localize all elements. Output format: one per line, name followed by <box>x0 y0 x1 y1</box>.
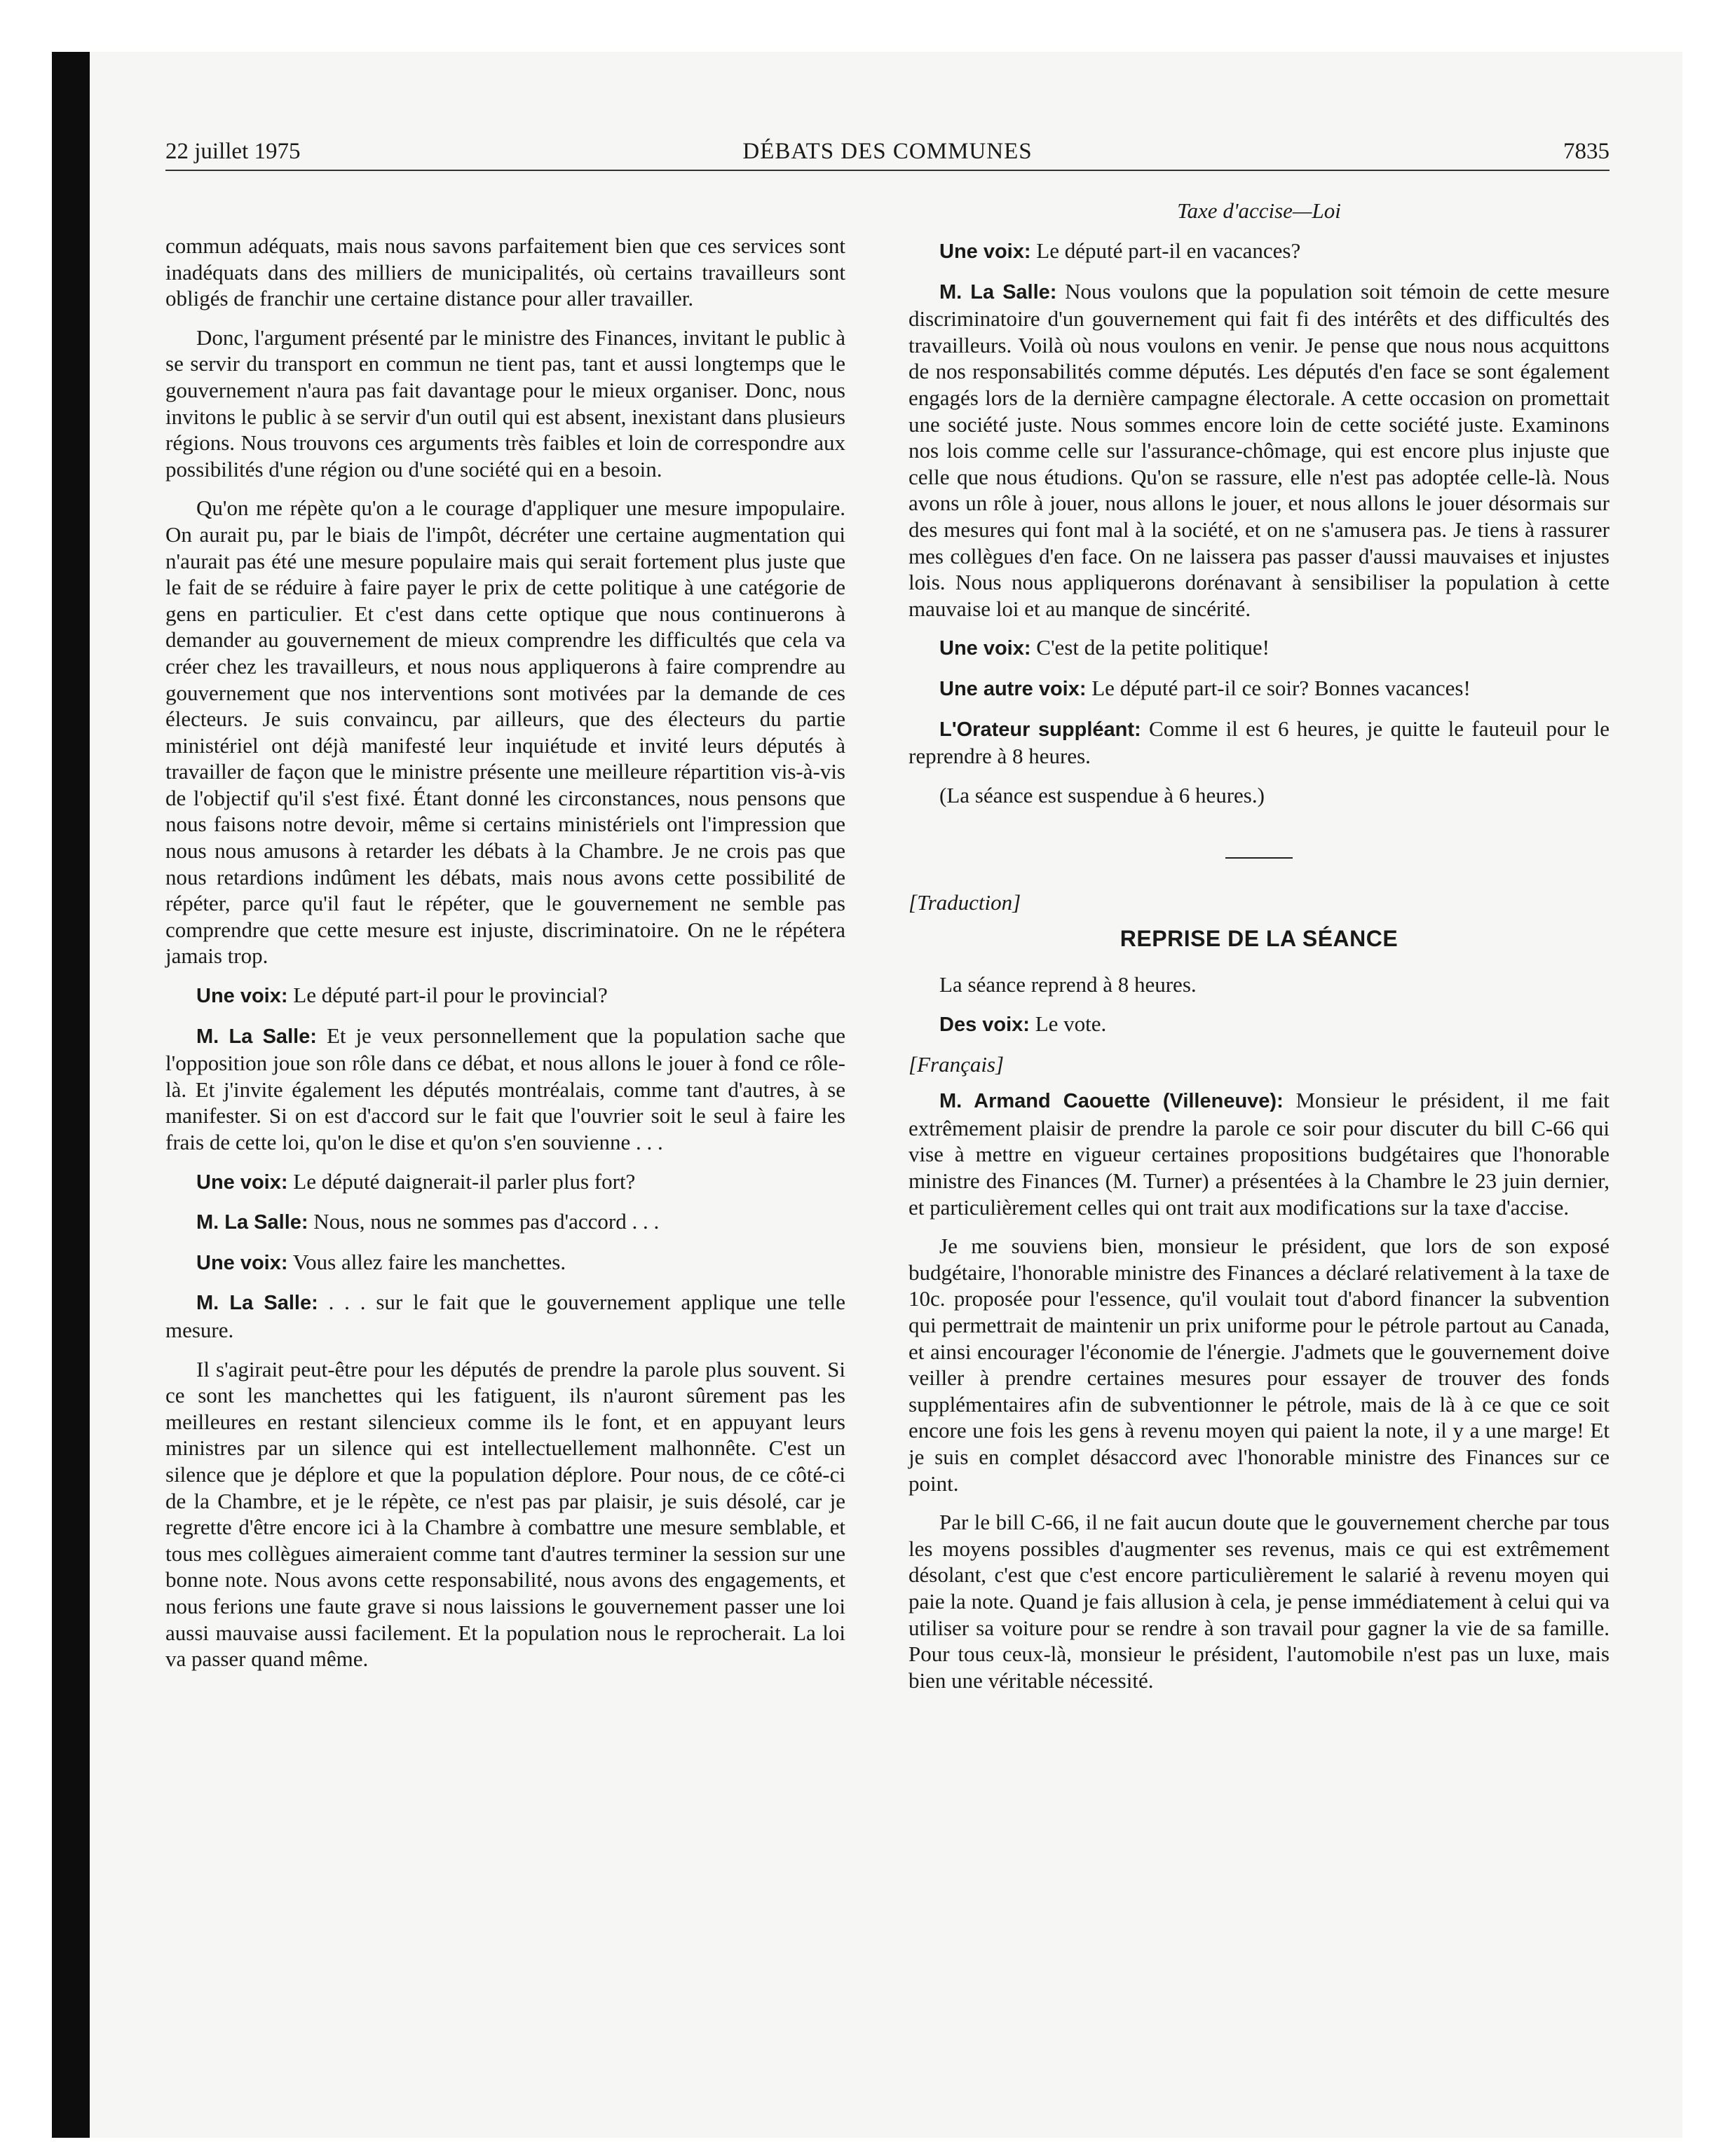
speaker-name: Une voix: <box>939 637 1031 660</box>
right-paragraphs-caouette <box>909 1087 1610 1693</box>
speaker-name: Une voix: <box>939 240 1031 263</box>
text-paragraph <box>909 971 1610 998</box>
hansard-page <box>165 137 1610 2072</box>
header-date: 22 juillet 1975 <box>165 139 301 164</box>
speech-paragraph <box>909 278 1610 622</box>
right-paragraphs-before-break <box>909 238 1610 808</box>
speech-paragraph <box>909 238 1610 266</box>
paragraph-text: C'est de la petite politique! <box>1036 635 1270 660</box>
paragraph-text: Le député part-il pour le provincial? <box>293 983 608 1008</box>
text-paragraph <box>909 782 1610 809</box>
text-paragraph <box>909 1233 1610 1496</box>
paragraph-text: Le vote. <box>1035 1011 1107 1037</box>
paragraph-text: Le député daignerait-il parler plus fort? <box>293 1168 636 1194</box>
text-paragraph <box>909 1509 1610 1693</box>
paragraph-text: Nous voulons que la population soit témoin de cette mesure discriminatoire d'un gouvernement qui fait fi des intérêts et des difficultés des travailleurs. Voilà où nous voulons en venir. Je pense que nous nous acquittons de nos responsabilités comme députés. Les députés d'en face se sont également engagés lors de la dernière campagne électorale. A cette occasion on promettait une société juste. Nous sommes encore loin de cette société juste. Examinons nos lois comme celle sur l'assurance-chômage, qui est encore plus injuste que celle que nous étudions. Qu'on se rassure, elle n'est pas adoptée celle-là. Nous avons un rôle à jouer, nous allons le jouer, et nous allons le jouer désormais sur des mesures qui font mal à la société, et on ne s'amusera pas. Je tiens à rassurer mes collègues d'en face. On ne laissera pas passer d'aussi mauvaises et injustes lois. Nous nous appliquerons dorénavant à sensibiliser la population à cette mauvaise loi et au manque de sincérité. <box>909 278 1610 621</box>
speech-paragraph <box>909 1087 1610 1220</box>
section-title: Taxe d'accise—Loi <box>1177 198 1341 223</box>
speaker-name: Une voix: <box>196 1171 288 1194</box>
paragraph-text: La séance reprend à 8 heures. <box>939 972 1197 997</box>
paragraph-text: Comme il est 6 heures, je quitte le fauteuil pour le reprendre à 8 heures. <box>909 716 1610 769</box>
speaker-name: Une voix: <box>196 985 288 1008</box>
text-paragraph <box>165 1356 845 1672</box>
speaker-name: M. Armand Caouette (Villeneuve): <box>939 1090 1284 1113</box>
paragraph-text: Monsieur le président, il me fait extrêmement plaisir de prendre la parole ce soir pour discuter du bill C-66 qui vise à mettre en vigueur certaines propositions budgétaires que l'honorable ministre des Finances (M. Turner) a présentées à la Chambre le 23 juin dernier, et particulièrement celles qui ont trait aux modifications sur la taxe d'accise. <box>909 1088 1610 1220</box>
speaker-name: M. La Salle: <box>196 1292 318 1315</box>
speech-paragraph <box>909 716 1610 770</box>
speech-paragraph <box>165 1289 845 1343</box>
speech-paragraph <box>909 1011 1610 1039</box>
paragraph-text: Vous allez faire les manchettes. <box>292 1249 566 1274</box>
paragraph-text: commun adéquats, mais nous savons parfaitement bien que ces services sont inadéquats dans des milliers de municipalités, où certains travailleurs sont obligés de franchir une certaine distance pour aller travailler. <box>165 233 845 311</box>
speaker-name: M. La Salle: <box>196 1025 317 1048</box>
speaker-name: L'Orateur suppléant: <box>939 718 1141 741</box>
paragraph-text: Qu'on me répète qu'on a le courage d'appliquer une mesure impopulaire. On aurait pu, par le biais de l'impôt, décréter une certaine augmentation qui n'aurait pas été une mesure populaire mais qui serait fortement plus juste que le fait de se réduire à faire payer le prix de cette politique à une catégorie de gens en particulier. Et c'est dans cette optique que nous continuerons à demander au gouvernement de mieux comprendre les difficultés que cela va créer chez les travailleurs, et nous nous appliquerons à faire comprendre au gouvernement que nos interventions sont motivées par la demande de ces électeurs. Je suis convaincu, par ailleurs, que des électeurs du partie ministériel ont déjà manifesté leur inquiétude et invité leurs députés à travailler de façon que le ministre présente une meilleure répartition vis-à-vis de l'objectif qu'il s'est fixé. Étant donné les circonstances, nous pensons que nous faisons notre devoir, même si certains ministériels ont l'impression que nous nous amusons à retarder les débats à la Chambre. Je ne crois pas que nous retardions indûment les débats, mais nous avons cette possibilité de répéter, parce qu'il faut le répéter, que le gouvernement ne semble pas comprendre que cette mesure est injuste, discriminatoire. On ne le répétera jamais trop. <box>165 496 845 969</box>
header-title: DÉBATS DES COMMUNES <box>742 139 1033 164</box>
paragraph-text: Le député part-il en vacances? <box>1036 238 1301 263</box>
paragraph-text: Donc, l'argument présenté par le ministre des Finances, invitant le public à se servir du transport en commun ne tient pas, tant et aussi longtemps que le gouvernement n'aura pas fait davantage pour le mieux organiser. Donc, nous invitons le public à se servir d'un outil qui est absent, inexistant dans plusieurs régions. Nous trouvons ces arguments très faibles et loin de correspondre aux possibilités d'une région ou d'une société qui en a besoin. <box>165 325 845 482</box>
right-paragraphs-resumption <box>909 971 1610 1038</box>
speaker-name: M. La Salle: <box>196 1211 308 1234</box>
speech-paragraph <box>909 634 1610 662</box>
translation-note: [Traduction] <box>909 890 1021 915</box>
text-paragraph <box>165 325 845 483</box>
paragraph-text: Nous, nous ne sommes pas d'accord . . . <box>313 1209 660 1234</box>
left-paragraphs <box>165 233 845 1672</box>
paragraph-text: Et je veux personnellement que la population sache que l'opposition joue son rôle dans ce débat, et nous allons le jouer à fond ce rôle-là. Et j'invite également les députés montréalais, comme tant d'autres, à se manifester. Si on est d'accord sur le fait que l'ouvrier soit le seul à faire les frais de cette loi, qu'on le dise et qu'on s'en souvienne . . . <box>165 1023 846 1154</box>
speech-paragraph <box>165 1249 845 1277</box>
text-paragraph <box>165 495 845 969</box>
speech-paragraph <box>165 982 845 1010</box>
speech-paragraph <box>165 1168 845 1196</box>
speech-paragraph <box>909 675 1610 703</box>
speech-paragraph <box>165 1023 845 1156</box>
speaker-name: Une autre voix: <box>939 677 1087 700</box>
speaker-name: M. La Salle: <box>939 280 1057 303</box>
paragraph-text: Il s'agirait peut-être pour les députés de prendre la parole plus souvent. Si ce sont les manchettes qui les fatiguent, ils n'auront sûrement pas les meilleures en restant silencieux comme ils le font, et en appuyant leurs ministres par un silence qui est intellectuellement malhonnête. C'est un silence que je déplore et que la population déplore. Pour nous, de ce côté-ci de la Chambre, et je le répète, ce n'est pas par plaisir, je suis désolé, car je regrette d'être encore ici à la Chambre à combattre une mesure semblable, et tous mes collègues aimeraient comme tant d'autres terminer la session sur une bonne note. Nous avons cette responsabilité, nous avons des engagements, et nous ferions une faute grave si nous laissions le gouvernement passer une loi aussi mauvaise aussi facilement. Et la population nous le reprocherait. La loi va passer quand même. <box>165 1356 845 1672</box>
paragraph-text: . . . sur le fait que le gouvernement applique une telle mesure. <box>165 1290 845 1342</box>
paragraph-text: Je me souviens bien, monsieur le président, que lors de son exposé budgétaire, l'honorable ministre des Finances a déclaré relativement à la taxe de 10c. proposée pour l'essence, qu'il voulait tout d'abord financer la subvention qui permettrait de maintenir un prix uniforme pour le pétrole partout au Canada, et ainsi encourager l'économie de l'énergie. J'admets que le gouvernement doive veiller à prendre certaines mesures pour essayer de trouver des fonds supplémentaires afin de subventionner le pétrole, mais de là à ce que ce soit encore une fois les gens à revenu moyen qui paient la note, il y a une marge! Et je suis en complet désaccord avec l'honorable ministre des Finances sur ce point. <box>909 1234 1610 1496</box>
paragraph-text: Par le bill C-66, il ne fait aucun doute que le gouvernement cherche par tous les moyens possibles d'augmenter ses revenus, mais ce qui est extrêmement désolant, c'est que c'est encore particulièrement le salarié à revenu moyen qui paie la note. Quand je fais allusion à cela, je pense immédiatement à celui qui va utiliser sa voiture pour se rendre à son travail pour gagner la vie de sa famille. Pour tous ceux-là, monsieur le président, l'automobile n'est pas un luxe, mais bien une véritable nécessité. <box>909 1510 1610 1693</box>
page-number: 7835 <box>1563 139 1610 164</box>
language-note: [Français] <box>909 1051 1005 1077</box>
left-column <box>165 233 845 1685</box>
speaker-name: Une voix: <box>196 1251 288 1274</box>
session-break-rule <box>1225 857 1293 859</box>
running-header <box>165 137 1610 171</box>
binding-edge <box>52 52 90 2138</box>
paragraph-text: (La séance est suspendue à 6 heures.) <box>939 782 1265 807</box>
text-paragraph <box>165 233 845 312</box>
speech-paragraph <box>165 1208 845 1236</box>
paragraph-text: Le député part-il ce soir? Bonnes vacances! <box>1091 675 1471 700</box>
speaker-name: Des voix: <box>939 1014 1030 1037</box>
right-column <box>909 198 1610 1706</box>
section-heading: REPRISE DE LA SÉANCE <box>1120 925 1399 951</box>
